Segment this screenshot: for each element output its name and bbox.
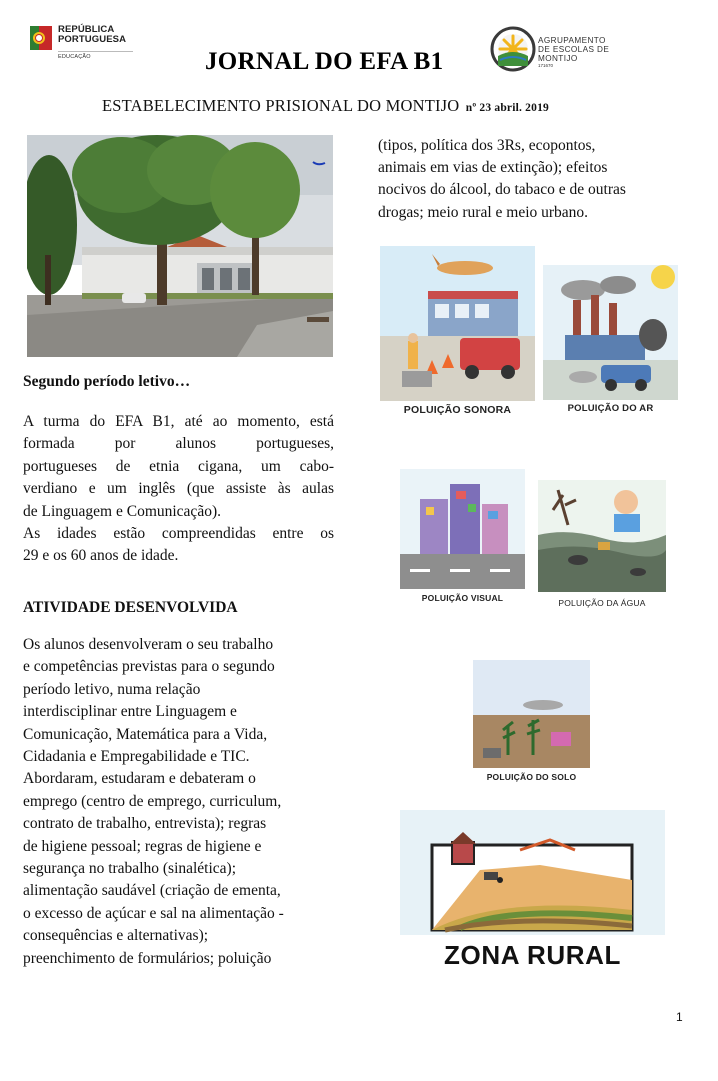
section1-heading: Segundo período letivo… — [23, 373, 191, 390]
paragraph-line: animais em vias de extinção); efeitos — [378, 159, 608, 177]
drawing-noise-pollution — [380, 246, 535, 421]
paragraph-line: (tipos, política dos 3Rs, ecopontos, — [378, 137, 596, 154]
gov-logo-line2: PORTUGUESA — [58, 34, 127, 45]
paragraph-line: e competências previstas para o segundo — [23, 658, 275, 676]
page-title: JORNAL DO EFA B1 — [205, 48, 444, 75]
paragraph-line: verdiano e um inglês (que assiste às aulas — [23, 480, 334, 498]
rural-zone-illustration — [400, 810, 665, 935]
drawing-caption: POLUIÇÃO DO SOLO — [486, 772, 577, 782]
section2-heading: ATIVIDADE DESENVOLVIDA — [23, 599, 238, 616]
paragraph-line: emprego (centro de emprego, curriculum, — [23, 792, 282, 810]
school-emblem-icon — [490, 26, 536, 72]
paragraph-line: A turma do EFA B1, até ao momento, está — [23, 413, 334, 430]
paragraph-line: segurança no trabalho (sinalética); — [23, 860, 237, 878]
drawing-air-pollution — [543, 265, 678, 420]
republica-portuguesa-logo — [30, 24, 140, 64]
paragraph-line: drogas; meio rural e meio urbano. — [378, 203, 589, 221]
gov-logo-line1: REPÚBLICA — [58, 24, 115, 35]
paragraph-line: formada por alunos portugueses, — [23, 435, 334, 453]
noise-pollution-illustration — [380, 246, 535, 401]
paragraph-line: Comunicação, Matemática para a Vida, — [23, 725, 268, 743]
continuation-paragraph — [378, 135, 678, 224]
subtitle-text: ESTABELECIMENTO PRISIONAL DO MONTIJO — [102, 96, 460, 115]
visual-pollution-illustration — [400, 469, 525, 589]
drawing-water-pollution — [538, 480, 666, 615]
paragraph-line: nocivos do álcool, do tabaco e de outras — [378, 181, 626, 199]
drawing-soil-pollution — [473, 660, 590, 790]
paragraph-line: período letivo, numa relação — [23, 680, 201, 698]
paragraph-line: portugueses de etnia cigana, um cabo- — [23, 457, 334, 475]
paragraph-line: contrato de trabalho, entrevista); regras — [23, 815, 267, 833]
page-number: 1 — [676, 1010, 683, 1024]
soil-pollution-illustration — [473, 660, 590, 768]
school-logo-line2: DE ESCOLAS DE — [538, 45, 610, 54]
portugal-flag-icon — [30, 26, 52, 50]
drawing-rural-zone — [400, 810, 665, 975]
drawing-caption: POLUIÇÃO DA ÁGUA — [558, 598, 646, 608]
paragraph-line: de higiene pessoal; regras de higiene e — [23, 837, 262, 855]
agrupamento-logo — [490, 26, 620, 76]
paragraph-line: o excesso de açúcar e sal na alimentação - — [23, 904, 284, 922]
paragraph-line: consequências e alternativas); — [23, 927, 209, 945]
drawing-caption: POLUIÇÃO SONORA — [403, 404, 512, 416]
water-pollution-illustration — [538, 480, 666, 592]
paragraph-line: 29 e os 60 anos de idade. — [23, 547, 179, 565]
paragraph-line: de Linguagem e Comunicação). — [23, 502, 221, 520]
school-logo-code: 171670 — [538, 63, 554, 68]
paragraph-line: Cidadania e Empregabilidade e TIC. — [23, 748, 250, 766]
logo-divider — [58, 51, 133, 52]
paragraph-line: preenchimento de formulários; poluição — [23, 949, 272, 967]
school-logo-line1: AGRUPAMENTO — [538, 36, 606, 45]
air-pollution-illustration — [543, 265, 678, 400]
drawing-caption: ZONA RURAL — [444, 940, 621, 970]
paragraph-line: As idades estão compreendidas entre os — [23, 525, 334, 543]
school-logo-line3: MONTIJO — [538, 54, 578, 63]
paragraph-line: Abordaram, estudaram e debateram o — [23, 770, 256, 788]
drawing-visual-pollution — [400, 469, 525, 609]
drawing-caption: POLUIÇÃO VISUAL — [421, 593, 504, 603]
paragraph-line: interdisciplinar entre Linguagem e — [23, 703, 237, 721]
drawing-caption: POLUIÇÃO DO AR — [567, 403, 654, 414]
paragraph-line: alimentação saudável (criação de ementa, — [23, 882, 281, 900]
section1-paragraph — [23, 411, 334, 568]
gov-logo-sub: EDUCAÇÃO — [58, 54, 91, 60]
section2-paragraph — [23, 634, 338, 970]
issue-label: nº 23 abril. 2019 — [465, 102, 549, 114]
page-subtitle — [102, 96, 549, 116]
prison-building-photo — [27, 135, 333, 357]
paragraph-line: Os alunos desenvolveram o seu trabalho — [23, 636, 274, 653]
